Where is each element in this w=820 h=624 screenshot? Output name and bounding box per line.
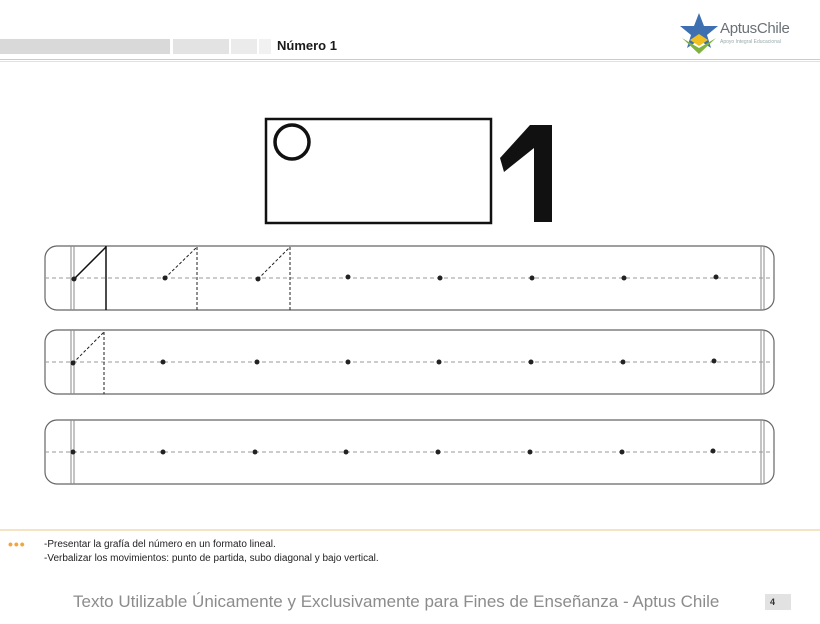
- logo-tagline: Apoyo Integral Educacional: [720, 39, 781, 45]
- tracing-row-2: [45, 330, 774, 394]
- circle-icon: [275, 125, 309, 159]
- tracing-row-3: [45, 420, 774, 484]
- instruction-line-1: -Presentar la grafía del número en un formato lineal.: [44, 539, 276, 550]
- footer-text: Texto Utilizable Únicamente y Exclusivamente para Fines de Enseñanza - Aptus Chile: [73, 592, 720, 611]
- logo-name: AptusChile: [720, 20, 790, 37]
- large-numeral-one: [500, 125, 552, 222]
- tracing-row-1: [45, 246, 774, 310]
- page-title: Número 1: [277, 38, 337, 53]
- instructions: [44, 538, 379, 566]
- bullet-dots-icon: •••: [8, 536, 26, 552]
- page-number: 4: [765, 594, 791, 610]
- instruction-line-2: -Verbalizar los movimientos: punto de partida, subo diagonal y bajo vertical.: [44, 553, 379, 564]
- reference-box: [266, 119, 491, 223]
